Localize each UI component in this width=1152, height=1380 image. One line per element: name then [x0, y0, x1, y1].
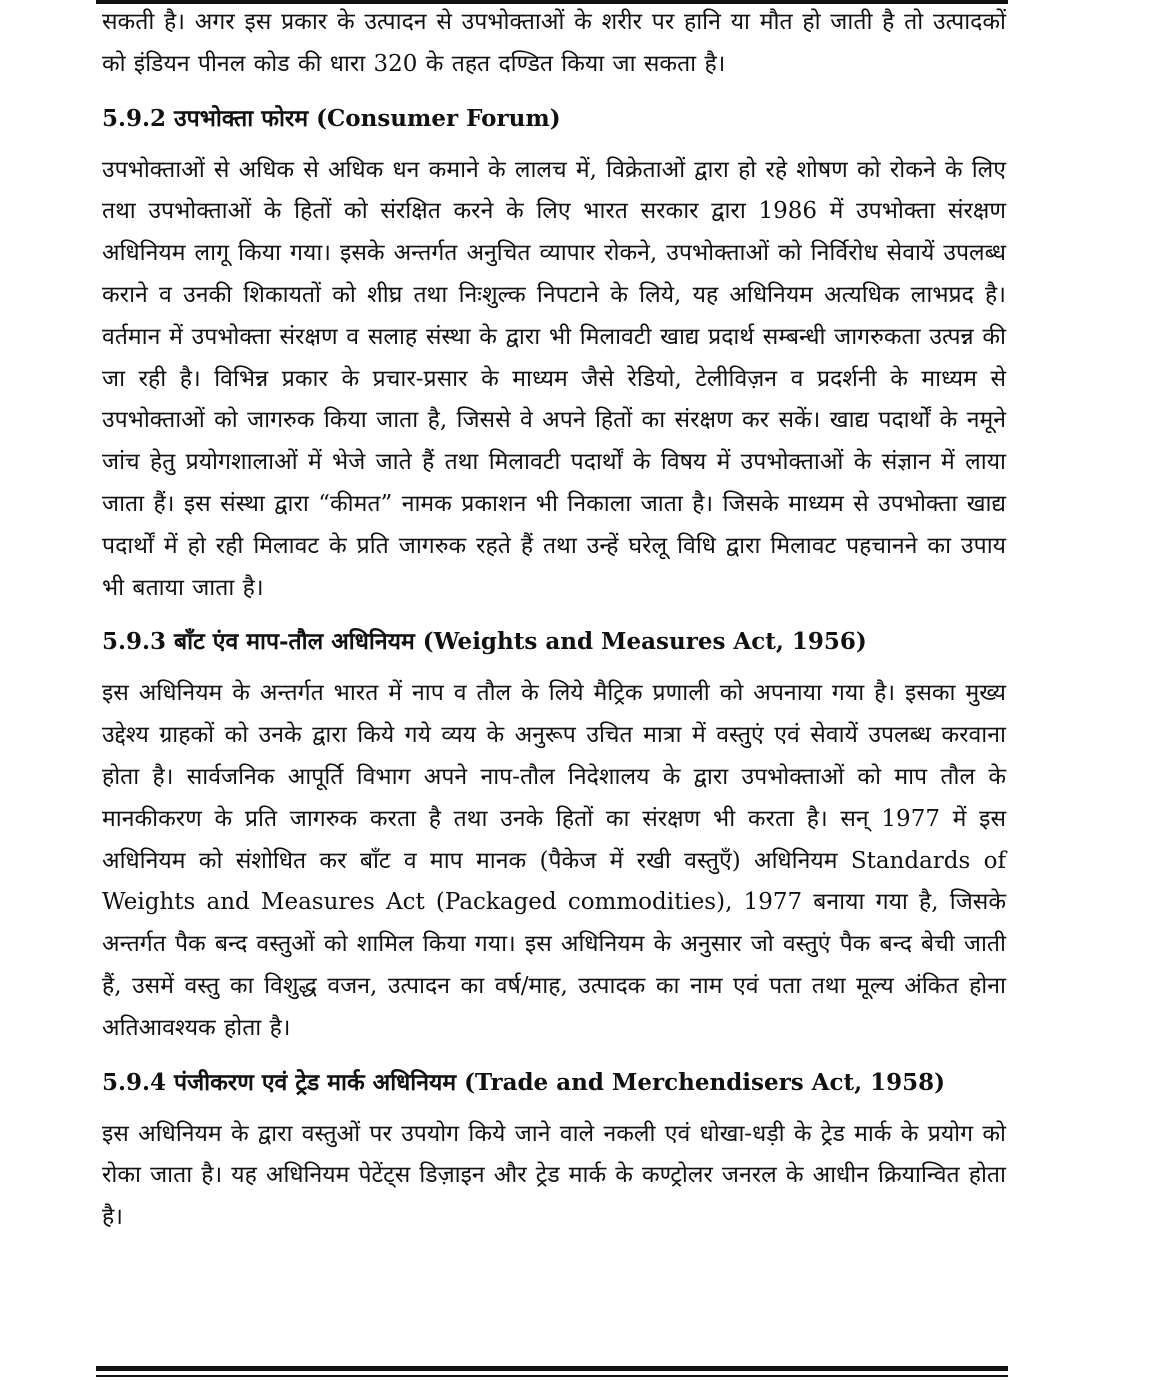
heading-weights-measures: 5.9.3 बाँट एंव माप-तौल अधिनियम (Weights and Measures Act, 1956) [102, 628, 867, 656]
footer-rule [96, 1366, 1008, 1377]
heading-consumer-forum: 5.9.2 उपभोक्ता फोरम (Consumer Forum) [102, 104, 561, 132]
paragraph-weights-measures: इस अधिनियम के अन्तर्गत भारत में नाप व तौल के लिये मैट्रिक प्रणाली को अपनाया गया है। इसका मुख्य उद्देश्य ग्राहकों को उनके द्वारा किये गये व्यय के अनुरूप उचित मात्रा में वस्तुएं एवं सेवायें उपलब्ध करवाना होता है। सार्वजनिक आपूर्ति विभाग अपने नाप-तौल निदेशालय के द्वारा उपभोक्ताओं को माप तौल के मानकीकरण के प्रति जागरुक करता है तथा उनके हितों का संरक्षण भी करता है। सन् 1977 में इस अधिनियम को संशोधित कर बाँट व माप मानक (पैकेज में रखी वस्तुएँ) अधिनियम Standards of Weights and Measures Act (Packaged commodities), 1977 बनाया गया है, जिसके अन्तर्गत पैक बन्द वस्तुओं को शामिल किया गया। इस अधिनियम के अनुसार जो वस्तुएं पैक बन्द बेची जाती हैं, उसमें वस्तु का विशुद्ध वजन, उत्पादन का वर्ष/माह, उत्पादक का नाम एवं पता तथा मूल्य अंकित होना अतिआवश्यक होता है। [102, 680, 1006, 1041]
paragraph-continuation: सकती है। अगर इस प्रकार के उत्पादन से उपभोक्ताओं के शरीर पर हानि या मौत हो जाती है तो उत्पादकों को इंडियन पीनल कोड की धारा 320 के तहत दण्डित किया जा सकता है। [102, 9, 1006, 77]
document-page [102, 2, 1006, 1253]
paragraph-trade-mark: इस अधिनियम के द्वारा वस्तुओं पर उपयोग किये जाने वाले नकली एवं धोखा-धड़ी के ट्रेड मार्क के प्रयोग को रोका जाता है। यह अधिनियम पेटेंट्स डिज़ाइन और ट्रेड मार्क के कण्ट्रोलर जनरल के आधीन क्रियान्वित होता है। [102, 1120, 1006, 1231]
footer-rule-thick [96, 1366, 1008, 1371]
paragraph-consumer-forum: उपभोक्ताओं से अधिक से अधिक धन कमाने के लालच में, विक्रेताओं द्वारा हो रहे शोषण को रोकने के लिए तथा उपभोक्ताओं के हितों को संरक्षित करने के लिए भारत सरकार द्वारा 1986 में उपभोक्ता संरक्षण अधिनियम लागू किया गया। इसके अन्तर्गत अनुचित व्यापार रोकने, उपभोक्ताओं को निर्विरोध सेवायें उपलब्ध कराने व उनकी शिकायतों को शीघ्र तथा निःशुल्क निपटाने के लिये, यह अधिनियम अत्यधिक लाभप्रद है। वर्तमान में उपभोक्ता संरक्षण व सलाह संस्था के द्वारा भी मिलावटी खाद्य प्रदार्थ सम्बन्धी जागरुकता उत्पन्न की जा रही है। विभिन्न प्रकार के प्रचार-प्रसार के माध्यम जैसे रेडियो, टेलीविज़न व प्रदर्शनी के माध्यम से उपभोक्ताओं को जागरुक किया जाता है, जिससे वे अपने हितों का संरक्षण कर सकें। खाद्य पदार्थों के नमूने जांच हेतु प्रयोगशालाओं में भेजे जाते हैं तथा मिलावटी पदार्थों के विषय में उपभोक्ताओं के संज्ञान में लाया जाता हैं। इस संस्था द्वारा “कीमत” नामक प्रकाशन भी निकाला जाता है। जिसके माध्यम से उपभोक्ता खाद्य पदार्थों में हो रही मिलावट के प्रति जागरुक रहते हैं तथा उन्हें घरेलू विधि द्वारा मिलावट पहचानने का उपाय भी बताया जाता है। [102, 156, 1006, 601]
footer-rule-thin [96, 1375, 1008, 1377]
heading-trade-mark: 5.9.4 पंजीकरण एवं ट्रेड मार्क अधिनियम (Trade and Merchendisers Act, 1958) [102, 1068, 946, 1096]
